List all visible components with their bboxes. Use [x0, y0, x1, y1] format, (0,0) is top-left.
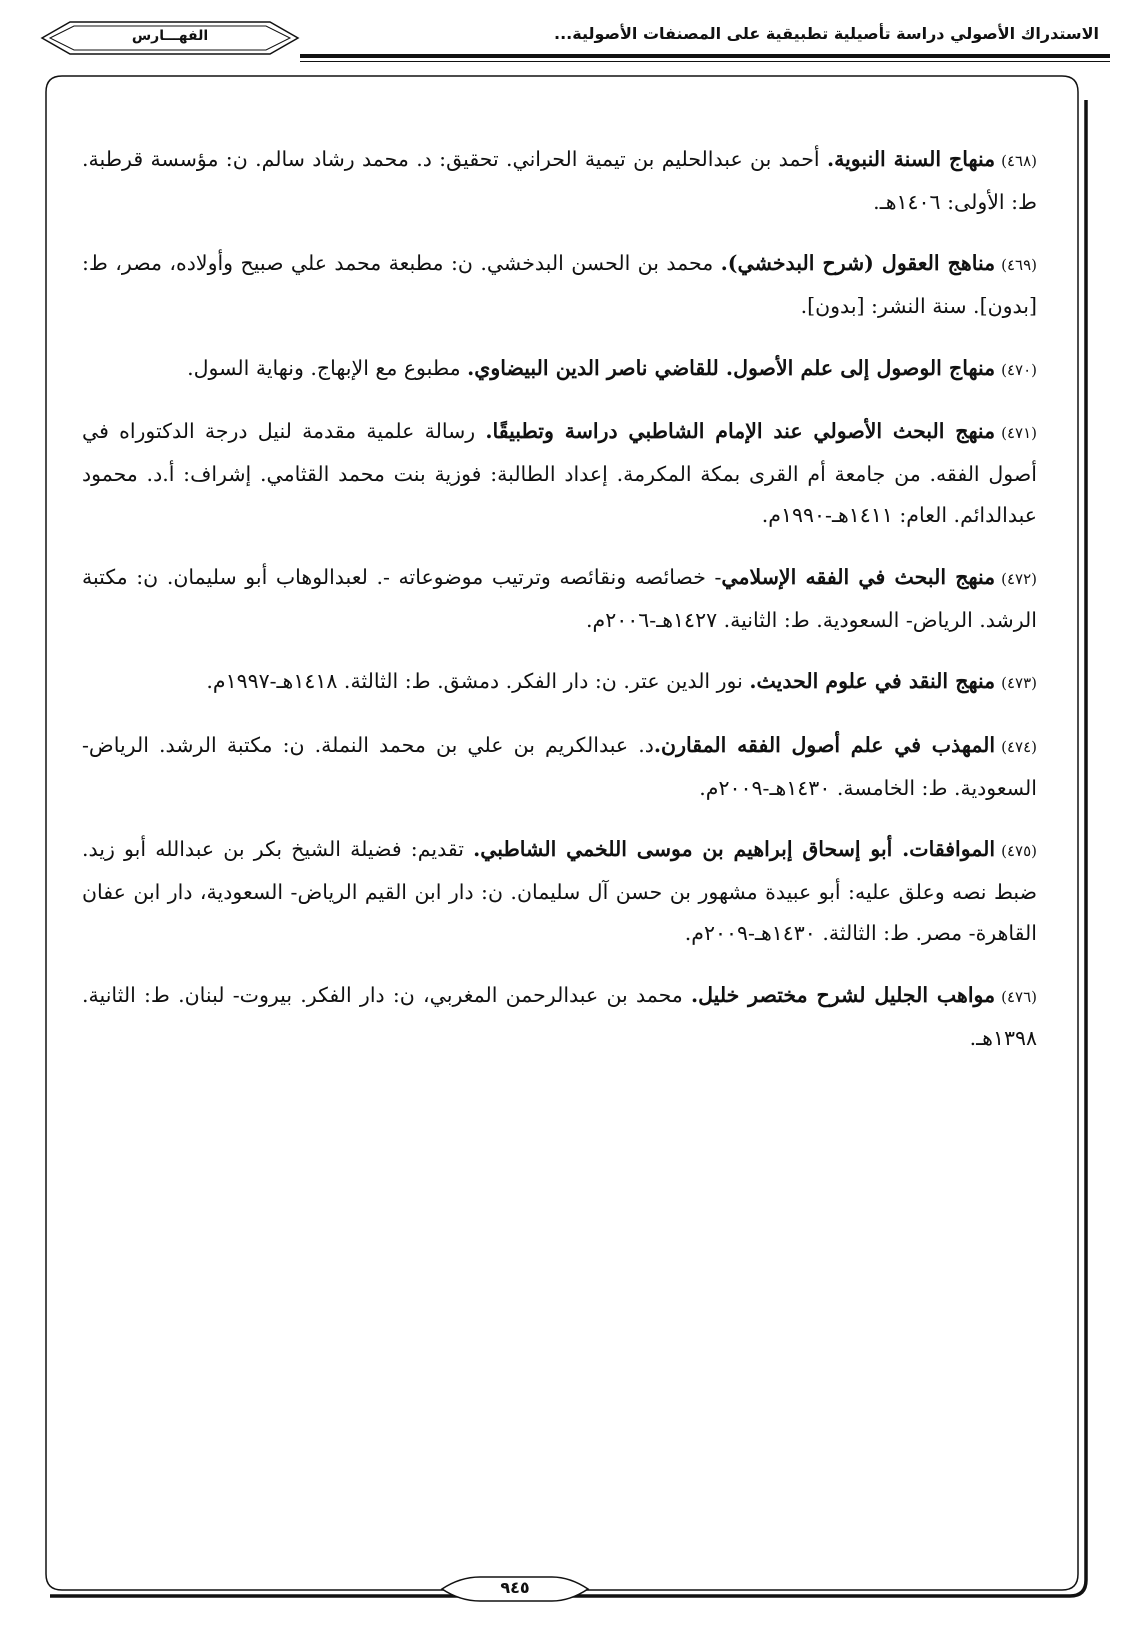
entry-details: - خصائصه ونقائصه وترتيب موضوعاته -. لعبدالوهاب أبو سليمان. ن: مكتبة الرشد. الرياض- السعودية. ط: الثانية. ١٤٢٧هـ-٢٠٠٦م.: [82, 564, 1037, 632]
entry-title: المهذب في علم أصول الفقه المقارن.: [653, 732, 996, 757]
list-item: [82, 725, 1037, 809]
page-number: ٩٤٥: [500, 1578, 530, 1597]
entry-title: الموافقات. أبو إسحاق إبراهيم بن موسى اللخمي الشاطبي.: [473, 837, 996, 861]
entry-title: مواهب الجليل لشرح مختصر خليل.: [691, 982, 996, 1007]
bibliography-list: [82, 118, 1037, 1065]
list-item: [82, 348, 1037, 391]
entry-number: (٤٧٠): [1001, 360, 1037, 379]
entry-details: نور الدين عتر. ن: دار الفكر. دمشق. ط: الثالثة. ١٤١٨هـ-١٩٩٧م.: [206, 669, 750, 693]
list-item: [82, 661, 1037, 704]
entry-details: مطبوع مع الإبهاج. ونهاية السول.: [187, 355, 468, 380]
list-item: [82, 557, 1037, 641]
entry-details: د. عبدالكريم بن علي بن محمد النملة. ن: مكتبة الرشد. الرياض- السعودية. ط: الخامسة. ١٤٣٠هـ-٢٠٠٩م.: [82, 732, 1037, 800]
list-item: [82, 975, 1037, 1059]
section-tab-label: الفهـــارس: [131, 28, 209, 44]
entry-details: تقديم: فضيلة الشيخ بكر بن عبدالله أبو زيد. ضبط نصه وعلق عليه: أبو عبيدة مشهور بن حسن آل سليمان. ن: دار ابن القيم الرياض- السعودية، دار ابن عفان القاهرة- مصر. ط: الثالثة. ١٤٣٠هـ-٢٠٠٩م.: [82, 837, 1037, 945]
entry-number: (٤٦٩): [1001, 256, 1037, 274]
entry-number: (٤٧١): [1001, 424, 1037, 442]
entry-details: محمد بن الحسن البدخشي. ن: مطبعة محمد علي صبيح وأولاده، مصر، ط: [بدون]. سنة النشر: [بدون].: [82, 251, 1037, 318]
list-item: [82, 411, 1037, 536]
entry-title: منهاج الوصول إلى علم الأصول. للقاضي ناصر الدين البيضاوي.: [467, 355, 996, 380]
entry-title: منهج البحث الأصولي عند الإمام الشاطبي دراسة وتطبيقًا.: [485, 419, 996, 443]
entry-title: مناهج العقول (شرح البدخشي).: [720, 251, 996, 275]
entry-number: (٤٧٤): [1001, 737, 1038, 756]
entry-title: منهاج السنة النبوية.: [826, 146, 996, 171]
entry-number: (٤٧٥): [1001, 842, 1037, 860]
page-number-badge: [440, 1574, 590, 1604]
list-item: [82, 139, 1037, 223]
list-item: [82, 243, 1037, 327]
entry-details: رسالة علمية مقدمة لنيل درجة الدكتوراه في أصول الفقه. من جامعة أم القرى بمكة المكرمة. إعداد الطالبة: فوزية بنت محمد القثامي. إشراف: أ.د. محمود عبدالدائم. العام: ١٤١١هـ-١٩٩٠م.: [82, 419, 1037, 527]
entry-details: أحمد بن عبدالحليم بن تيمية الحراني. تحقيق: د. محمد رشاد سالم. ن: مؤسسة قرطبة. ط: الأولى: ١٤٠٦هـ.: [82, 146, 1037, 214]
entry-number: (٤٧٢): [1001, 569, 1037, 588]
entry-number: (٤٧٦): [1001, 987, 1037, 1006]
entry-title: منهج البحث في الفقه الإسلامي: [721, 564, 996, 589]
entry-details: محمد بن عبدالرحمن المغربي، ن: دار الفكر. بيروت- لبنان. ط: الثانية. ١٣٩٨هـ.: [82, 982, 1037, 1050]
entry-number: (٤٦٨): [1001, 151, 1037, 170]
list-item: [82, 829, 1037, 954]
running-title: الاستدراك الأصولي دراسة تأصيلية تطبيقية على المصنفات الأصولية...: [554, 24, 1099, 43]
entry-number: (٤٧٣): [1001, 674, 1037, 692]
entry-title: منهج النقد في علوم الحديث.: [749, 669, 996, 693]
